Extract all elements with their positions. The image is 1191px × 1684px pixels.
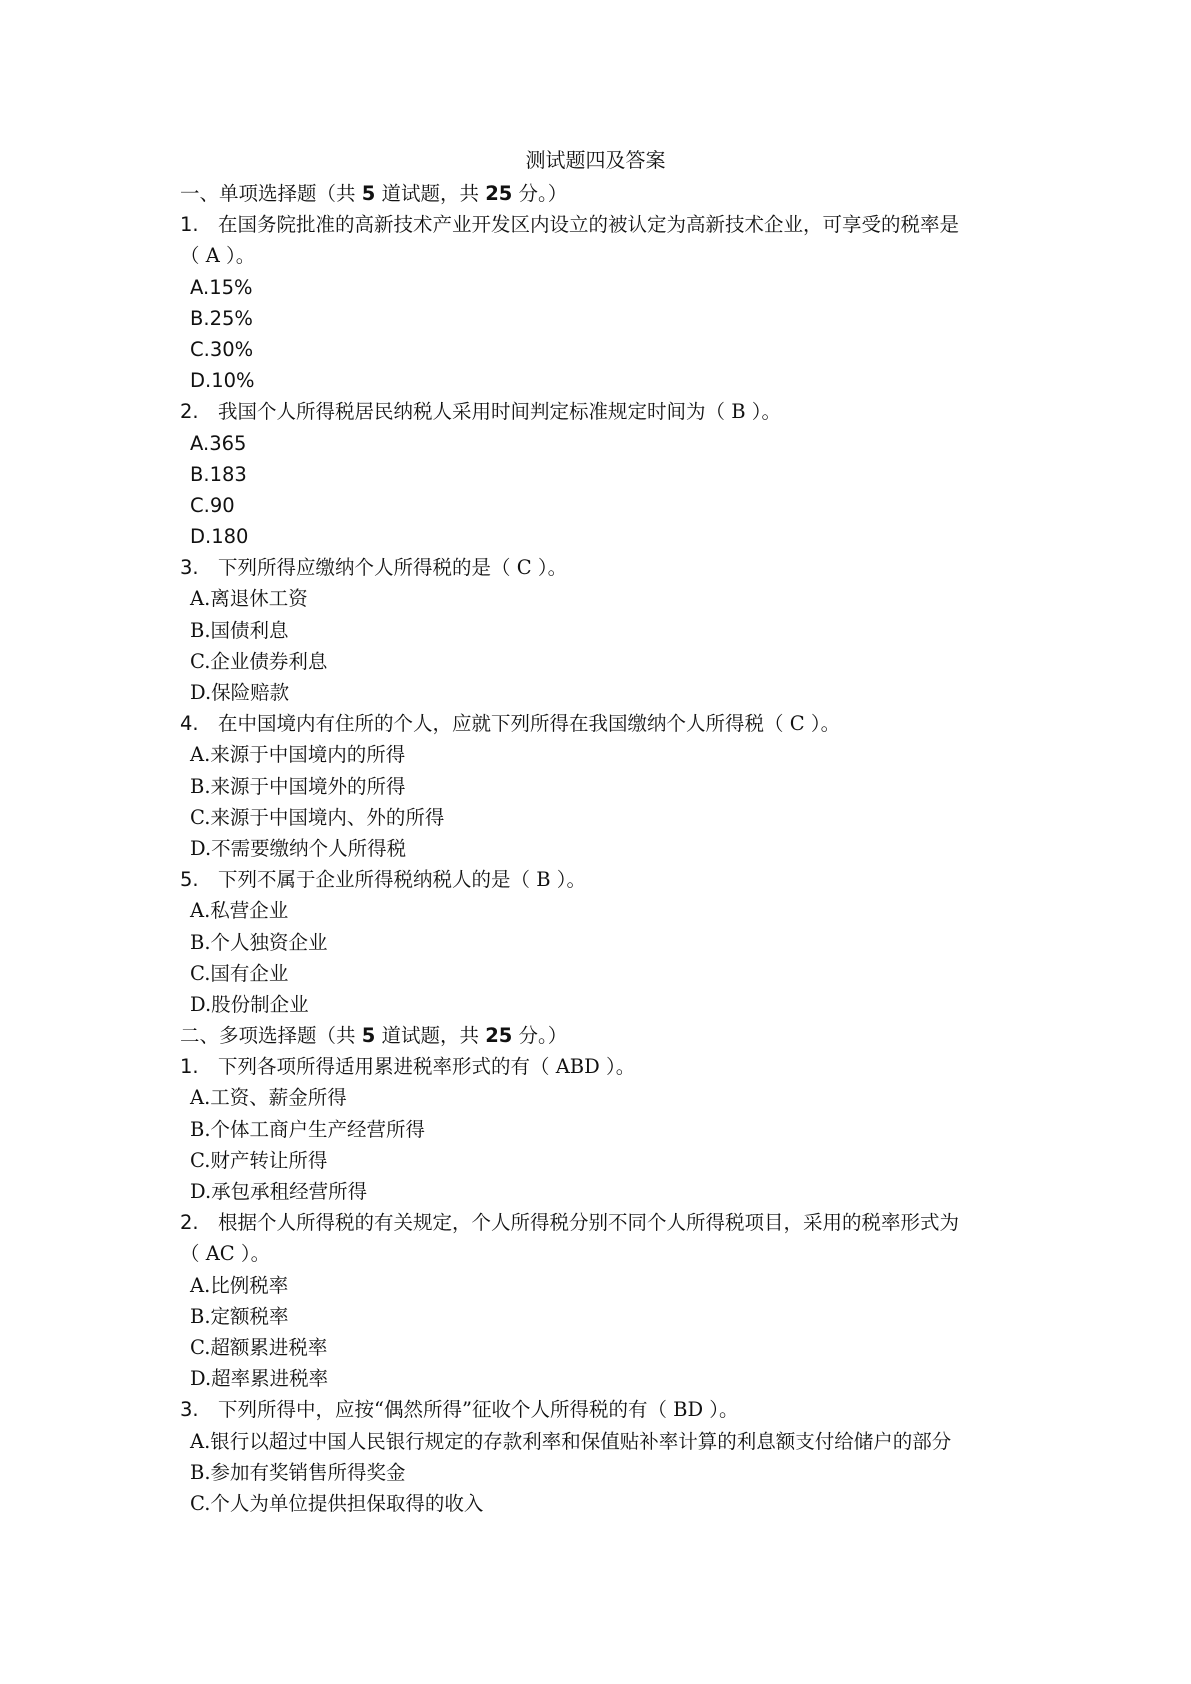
question-text-continuation: （ A ）。 (180, 244, 256, 268)
answer-option: D.股份制企业 (190, 992, 309, 1016)
answer-option: A.离退休工资 (190, 587, 308, 611)
question-stem: 在中国境内有住所的个人，应就下列所得在我国缴纳个人所得税（ C ）。 (218, 712, 841, 736)
answer-option: A.比例税率 (190, 1273, 289, 1297)
answer-option: C.企业债券利息 (190, 649, 328, 673)
answer-option: D.保险赔款 (190, 681, 290, 704)
document-body (180, 178, 1020, 1519)
question-stem: 下列所得应缴纳个人所得税的是（ C ）。 (218, 556, 568, 580)
question-stem: 在国务院批准的高新技术产业开发区内设立的被认定为高新技术企业，可享受的税率是 (218, 213, 960, 237)
answer-option: A.365 (190, 431, 247, 455)
answer-option: B.25% (190, 306, 253, 330)
answer-option: A.银行以超过中国人民银行规定的存款利率和保值贴补率计算的利息额支付给储户的部分 (190, 1429, 952, 1453)
answer-option: B.定额税率 (190, 1304, 289, 1328)
answer-option: D.超率累进税率 (190, 1367, 329, 1391)
question-text (180, 1394, 1020, 1425)
question-text (180, 209, 1020, 240)
answer-option: A.来源于中国境内的所得 (190, 743, 406, 767)
section-heading-suffix: 分。） (512, 1024, 568, 1048)
question-text (180, 1207, 1020, 1238)
question-text (180, 1051, 1020, 1082)
question-text (180, 396, 1020, 427)
section-heading-multiple-choice (180, 1020, 1020, 1051)
question-text-continuation: （ AC ）。 (180, 1242, 271, 1266)
answer-option: B.个人独资企业 (190, 930, 328, 954)
total-score: 25 (485, 182, 513, 205)
answer-option: A.15% (190, 275, 253, 299)
section-heading-prefix: 二、多项选择题（共 (180, 1024, 362, 1048)
question-stem: 我国个人所得税居民纳税人采用时间判定标准规定时间为（ B ）。 (218, 400, 781, 424)
answer-option: D.10% (190, 369, 255, 393)
total-score: 25 (485, 1024, 513, 1048)
answer-option: C.国有企业 (190, 961, 289, 985)
answer-option: D.180 (190, 525, 249, 549)
answer-option: C.个人为单位提供担保取得的收入 (190, 1491, 484, 1515)
answer-option: D.承包承租经营所得 (190, 1180, 368, 1203)
section-heading-mid: 道试题，共 (375, 182, 486, 205)
question-number: 2. (180, 400, 199, 424)
question-count: 5 (361, 182, 376, 205)
question-text (180, 864, 1020, 895)
section-heading-mid: 道试题，共 (375, 1024, 486, 1048)
answer-option: B.参加有奖销售所得奖金 (190, 1460, 406, 1484)
answer-option: B.国债利息 (190, 618, 289, 642)
question-count: 5 (361, 1024, 376, 1048)
question-number: 1. (180, 213, 199, 237)
question-number: 2. (180, 1211, 199, 1235)
question-number: 4. (180, 712, 199, 736)
answer-option: B.183 (190, 462, 247, 486)
answer-option: C.30% (190, 337, 254, 361)
answer-option: C.来源于中国境内、外的所得 (190, 805, 445, 829)
question-number: 3. (180, 556, 199, 580)
question-stem: 根据个人所得税的有关规定，个人所得税分别不同个人所得税项目，采用的税率形式为 (218, 1211, 960, 1235)
section-heading-single-choice (180, 178, 1020, 209)
question-number: 1. (180, 1055, 199, 1079)
answer-option: B.个体工商户生产经营所得 (190, 1117, 426, 1141)
question-stem: 下列不属于企业所得税纳税人的是（ B ）。 (218, 868, 586, 892)
answer-option: A.工资、薪金所得 (190, 1086, 347, 1110)
question-number: 3. (180, 1398, 199, 1422)
question-stem: 下列各项所得适用累进税率形式的有（ ABD ）。 (218, 1055, 636, 1079)
section-heading-prefix: 一、单项选择题（共 (180, 182, 362, 205)
answer-option: B.来源于中国境外的所得 (190, 774, 406, 798)
question-number: 5. (180, 868, 199, 892)
question-text (180, 552, 1020, 583)
answer-option: C.超额累进税率 (190, 1335, 328, 1359)
section-heading-suffix: 分。） (512, 182, 568, 205)
answer-option: C.90 (190, 493, 235, 517)
answer-option: D.不需要缴纳个人所得税 (190, 836, 407, 860)
document-title: 测试题四及答案 (525, 148, 666, 172)
answer-option: C.财产转让所得 (190, 1148, 328, 1172)
answer-option: A.私营企业 (190, 899, 289, 923)
question-text (180, 708, 1020, 739)
question-stem: 下列所得中，应按“偶然所得”征收个人所得税的有（ BD ）。 (218, 1398, 739, 1422)
